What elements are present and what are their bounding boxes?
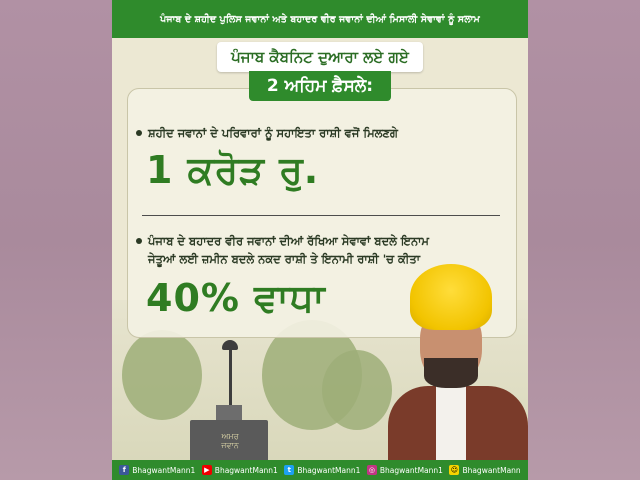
decision-2-line-2: ਜੇਤੂਆਂ ਲਈ ਜ਼ਮੀਨ ਬਦਲੇ ਨਕਦ ਰਾਸ਼ੀ ਤੇ ਇਨਾਮੀ ਰਾਸ਼ੀ 'ਚ ਕੀਤਾ <box>148 252 420 266</box>
bullet-icon <box>136 238 142 244</box>
shirt <box>436 386 466 466</box>
decision-2-line-1: ਪੰਜਾਬ ਦੇ ਬਹਾਦਰ ਵੀਰ ਜਵਾਨਾਂ ਦੀਆਂ ਰੱਖਿਆ ਸੇਵਾਵਾਂ ਬਦਲੇ ਇਨਾਮ <box>148 234 429 248</box>
tree <box>122 330 202 420</box>
leader-portrait <box>388 260 528 460</box>
social-handle: BhagwantMann1 <box>379 465 443 475</box>
decision-1-description: ਸ਼ਹੀਦ ਜਵਾਨਾਂ ਦੇ ਪਰਿਵਾਰਾਂ ਨੂੰ ਸਹਾਇਤਾ ਰਾਸ਼ੀ ਵਜੋਂ ਮਿਲਣਗੇ <box>148 126 398 140</box>
social-instagram[interactable] <box>367 465 443 475</box>
rifle-icon <box>229 348 232 408</box>
heading-line-1: ਪੰਜਾਬ ਕੈਬਨਿਟ ਦੁਆਰਾ ਲਏ ਗਏ <box>217 42 423 72</box>
social-handle: BhagwantMann1 <box>297 465 361 475</box>
heading <box>200 42 440 108</box>
decision-2-highlight: 40% ਵਾਧਾ <box>146 276 326 320</box>
turban <box>410 264 492 330</box>
snapchat-icon: ☺ <box>450 466 459 474</box>
heading-line-2: 2 ਅਹਿਮ ਫ਼ੈਸਲੇ: <box>249 71 391 101</box>
divider <box>142 215 500 216</box>
right-background <box>528 0 640 480</box>
facebook-icon: f <box>119 465 129 475</box>
left-background <box>0 0 112 480</box>
poster <box>112 0 528 480</box>
social-youtube[interactable] <box>202 465 278 475</box>
social-handle: BhagwantMann1 <box>132 465 196 475</box>
header-strip <box>112 0 528 38</box>
bullet-icon <box>136 130 142 136</box>
memorial-inscription: ਅਮਰ ਜਵਾਨ <box>221 432 239 450</box>
social-twitter[interactable] <box>284 465 360 475</box>
twitter-icon: t <box>284 465 294 475</box>
social-facebook[interactable] <box>119 465 195 475</box>
decision-1-text <box>136 124 398 142</box>
social-bar <box>112 460 528 480</box>
header-title: ਪੰਜਾਬ ਦੇ ਸ਼ਹੀਦ ਪੁਲਿਸ ਜਵਾਨਾਂ ਅਤੇ ਬਹਾਦਰ ਵੀਰ ਜਵਾਨਾਂ ਦੀਆਂ ਮਿਸਾਲੀ ਸੇਵਾਵਾਂ ਨੂੰ ਸਲਾਮ <box>160 13 480 25</box>
beard <box>424 358 478 388</box>
social-handle: BhagwantMann1 <box>214 465 278 475</box>
instagram-icon: ◎ <box>368 466 375 474</box>
social-snapchat[interactable] <box>449 465 520 475</box>
decision-1-highlight: 1 ਕਰੋੜ ਰੁ. <box>146 148 320 192</box>
decision-2-text <box>136 232 429 268</box>
social-handle: BhagwantMann <box>462 465 521 475</box>
tree <box>322 350 392 430</box>
youtube-icon: ▶ <box>202 465 212 475</box>
